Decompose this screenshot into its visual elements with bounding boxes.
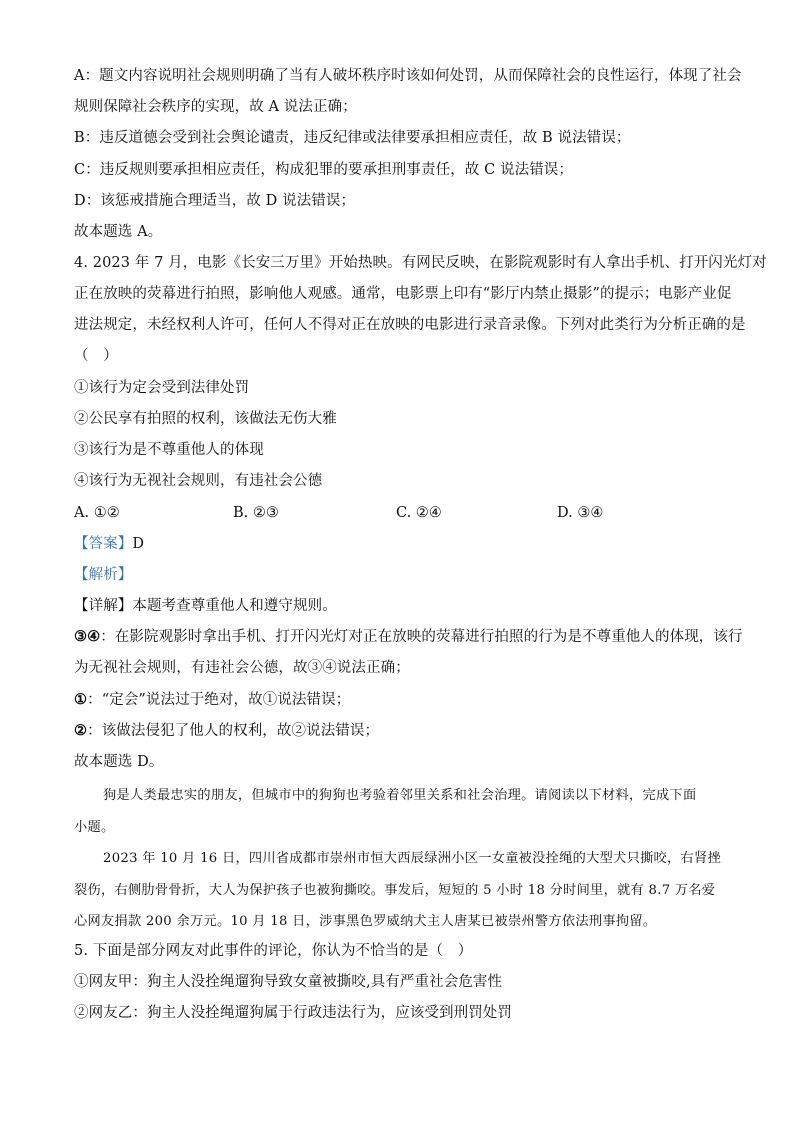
q4-stem-line-1: 4. 2023 年 7 月，电影《长安三万里》开始热映。有网民反映，在影院观影时有人拿出手机、打开闪光灯对 <box>74 255 767 271</box>
material-story-line-3: 心网友捐款 200 余万元。10 月 18 日，涉事黑色罗威纳犬主人唐某已被崇州警方依法刑事拘留。 <box>74 914 657 929</box>
q5-item-1: ①网友甲：狗主人没拴绳遛狗导致女童被撕咬,具有严重社会危害性 <box>74 974 503 990</box>
q4-stem-blank: （ ） <box>74 348 118 364</box>
previous-conclusion: 故本题选 A。 <box>74 224 163 240</box>
material-story-line-1: 2023 年 10 月 16 日，四川省成都市崇州市恒大西辰绿洲小区一女童被没拴绳的大型犬只撕咬，右肾挫 <box>103 851 721 866</box>
option-a-analysis-line-2: 规则保障社会秩序的实现，故 A 说法正确； <box>74 99 357 115</box>
item2-mark: ② <box>74 722 88 739</box>
answer-value: D <box>132 536 145 552</box>
detail-tag: 【详解】 <box>74 598 133 614</box>
material-intro-line-2: 小题。 <box>74 820 115 835</box>
q4-item-1: ①该行为定会受到法律处罚 <box>74 380 250 396</box>
option-b-analysis: B：违反道德会受到社会舆论谴责，违反纪律或法律要承担相应责任，故 B 说法错误； <box>74 130 631 146</box>
q4-item1-analysis <box>74 690 724 710</box>
q4-stem-line-2: 正在放映的荧幕进行拍照，影响他人观感。通常，电影票上印有“影厅内禁止摄影”的提示；电影产业促 <box>74 286 732 302</box>
q4-analysis-tag-line <box>74 565 724 585</box>
q4-correct-analysis-line-1 <box>74 627 743 647</box>
option-a-analysis-line-1: A：题文内容说明社会规则明确了当有人破坏秩序时该如何处罚，从而保障社会的良性运行，体现了社会 <box>74 68 742 84</box>
q4-option-b: B. ②③ <box>233 505 279 521</box>
q4-item2-analysis <box>74 721 724 741</box>
q4-item-3: ③该行为是不尊重他人的体现 <box>74 442 264 458</box>
item1-analysis-text: ：“定会”说法过于绝对，故①说法错误； <box>87 692 351 708</box>
item2-analysis-text: ：该做法侵犯了他人的权利，故②说法错误； <box>87 723 380 739</box>
option-d-analysis: D：该惩戒措施合理适当，故 D 说法错误； <box>74 193 356 209</box>
q4-conclusion: 故本题选 D。 <box>74 754 164 770</box>
correct-items-text: ：在影院观影时拿出手机、打开闪光灯对正在放映的荧幕进行拍照的行为是不尊重他人的体现，该行 <box>100 629 743 645</box>
q4-stem-line-3: 进法规定，未经权利人许可，任何人不得对正在放映的电影进行录音录像。下列对此类行为分析正确的是 <box>74 317 746 333</box>
q4-option-d: D. ③④ <box>557 505 604 521</box>
item1-mark: ① <box>74 691 88 708</box>
correct-items-mark: ③④ <box>74 628 101 645</box>
q4-correct-analysis-line-2: 为无视社会规则，有违社会公德，故③④说法正确； <box>74 660 410 676</box>
q4-item-4: ④该行为无视社会规则，有违社会公德 <box>74 473 323 489</box>
q4-item-2: ②公民享有拍照的权利，该做法无伤大雅 <box>74 411 337 427</box>
option-c-analysis: C：违反规则要承担相应责任，构成犯罪的要承担刑事责任，故 C 说法错误； <box>74 162 574 178</box>
q5-item-2: ②网友乙：狗主人没拴绳遛狗属于行政违法行为，应该受到刑罚处罚 <box>74 1005 512 1021</box>
q4-option-c: C. ②④ <box>396 505 442 521</box>
q5-stem: 5. 下面是部分网友对此事件的评论，你认为不恰当的是（ ） <box>74 943 473 959</box>
q4-answer-line <box>74 534 724 554</box>
answer-tag: 【答案】 <box>74 536 133 552</box>
q4-detail-line <box>74 596 724 616</box>
analysis-tag: 【解析】 <box>74 567 133 583</box>
q4-option-a: A. ①② <box>74 505 120 521</box>
material-story-line-2: 裂伤，右侧肋骨骨折，大人为保护孩子也被狗撕咬。事发后，短短的 5 小时 18 分时间里，就有 8.7 万名爱 <box>74 883 716 898</box>
material-intro-line-1: 狗是人类最忠实的朋友，但城市中的狗狗也考验着邻里关系和社会治理。请阅读以下材料，完成下面 <box>103 788 697 803</box>
detail-text: 本题考查尊重他人和遵守规则。 <box>132 598 337 614</box>
